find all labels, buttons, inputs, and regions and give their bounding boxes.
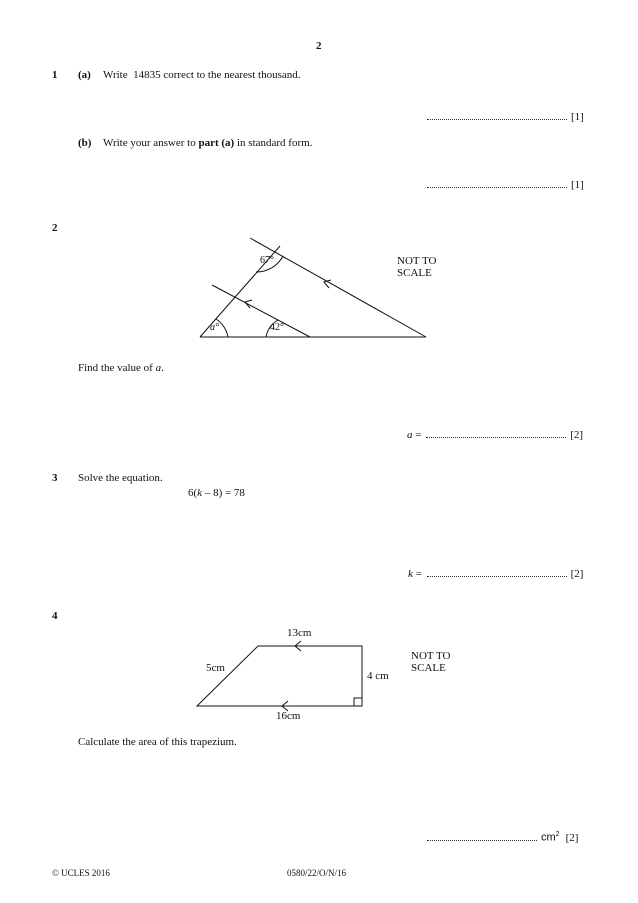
question-3-number: 3 [52, 472, 58, 484]
angle-67-label: 67° [260, 255, 274, 266]
answer-dots[interactable] [427, 840, 537, 841]
question-1a-marks: [1] [571, 111, 584, 123]
question-2-prompt-before: Find the value of [78, 362, 156, 374]
question-1a-label: (a) [78, 69, 91, 81]
question-1b-text-after: in standard form. [234, 137, 313, 149]
question-2-answer-label: a [407, 429, 413, 441]
answer-dots[interactable] [427, 187, 567, 188]
question-3-answer-label: k [408, 568, 413, 580]
question-1b-answer-line[interactable] [425, 179, 584, 191]
question-4-prompt: Calculate the area of this trapezium. [78, 736, 237, 748]
question-3-answer-line[interactable] [408, 568, 583, 580]
not-to-scale-line-1: NOT TO [397, 255, 437, 267]
unit-cm: cm [541, 831, 556, 844]
not-to-scale-line-2: SCALE [397, 267, 432, 279]
question-2-prompt-after: . [161, 362, 164, 374]
question-1a-text: Write 14835 correct to the nearest thousand. [103, 69, 301, 81]
question-2-marks: [2] [570, 429, 584, 441]
question-2-number: 2 [52, 222, 58, 234]
parallel-lines-triangle-diagram [190, 228, 440, 343]
answer-dots[interactable] [427, 119, 567, 120]
question-4-answer-line[interactable] [425, 831, 578, 844]
question-2-prompt-var: a [155, 362, 162, 374]
trapezium-top-label: 13cm [287, 627, 312, 639]
footer-copyright: © UCLES 2016 [52, 868, 110, 878]
question-1b-text-bold: part (a) [198, 137, 235, 149]
trapezium-bottom-label: 16cm [276, 710, 301, 722]
question-3-equation [188, 487, 245, 499]
question-1-number: 1 [52, 69, 58, 81]
question-3-marks: [2] [570, 568, 584, 580]
angle-42-label: 42° [270, 322, 284, 333]
question-4-marks: [2] [565, 831, 579, 844]
question-2-answer-eq: = [412, 429, 425, 441]
answer-dots[interactable] [427, 576, 567, 577]
question-4-answer-unit [541, 831, 560, 844]
trapezium-left-label: 5cm [206, 662, 225, 674]
angle-a-label: a° [210, 322, 219, 333]
question-1b-label: (b) [78, 137, 92, 149]
question-1a-answer-line[interactable] [425, 111, 584, 123]
trapezium-right-label: 4 cm [367, 670, 389, 682]
question-1b-text-before: Write your answer to [103, 137, 199, 149]
equation-after: – 8) = 78 [202, 487, 245, 499]
unit-power: 2 [555, 831, 560, 838]
question-4-not-to-scale [411, 650, 450, 674]
not-to-scale-line-1: NOT TO [411, 650, 451, 662]
question-4-number: 4 [52, 610, 58, 622]
question-3-answer-eq: = [412, 568, 425, 580]
question-2-answer-line[interactable] [407, 429, 583, 441]
page-number: 2 [316, 40, 322, 52]
trapezium-diagram [190, 638, 380, 713]
equation-var: k [197, 487, 203, 499]
question-2-not-to-scale [397, 255, 436, 279]
answer-dots[interactable] [426, 437, 566, 438]
footer-code: 0580/22/O/N/16 [287, 868, 347, 878]
not-to-scale-line-2: SCALE [411, 662, 446, 674]
equation-before: 6( [188, 487, 198, 499]
question-1b-text [103, 137, 312, 149]
question-1b-marks: [1] [571, 179, 584, 191]
question-2-prompt [78, 362, 164, 374]
question-3-prompt: Solve the equation. [78, 472, 163, 484]
